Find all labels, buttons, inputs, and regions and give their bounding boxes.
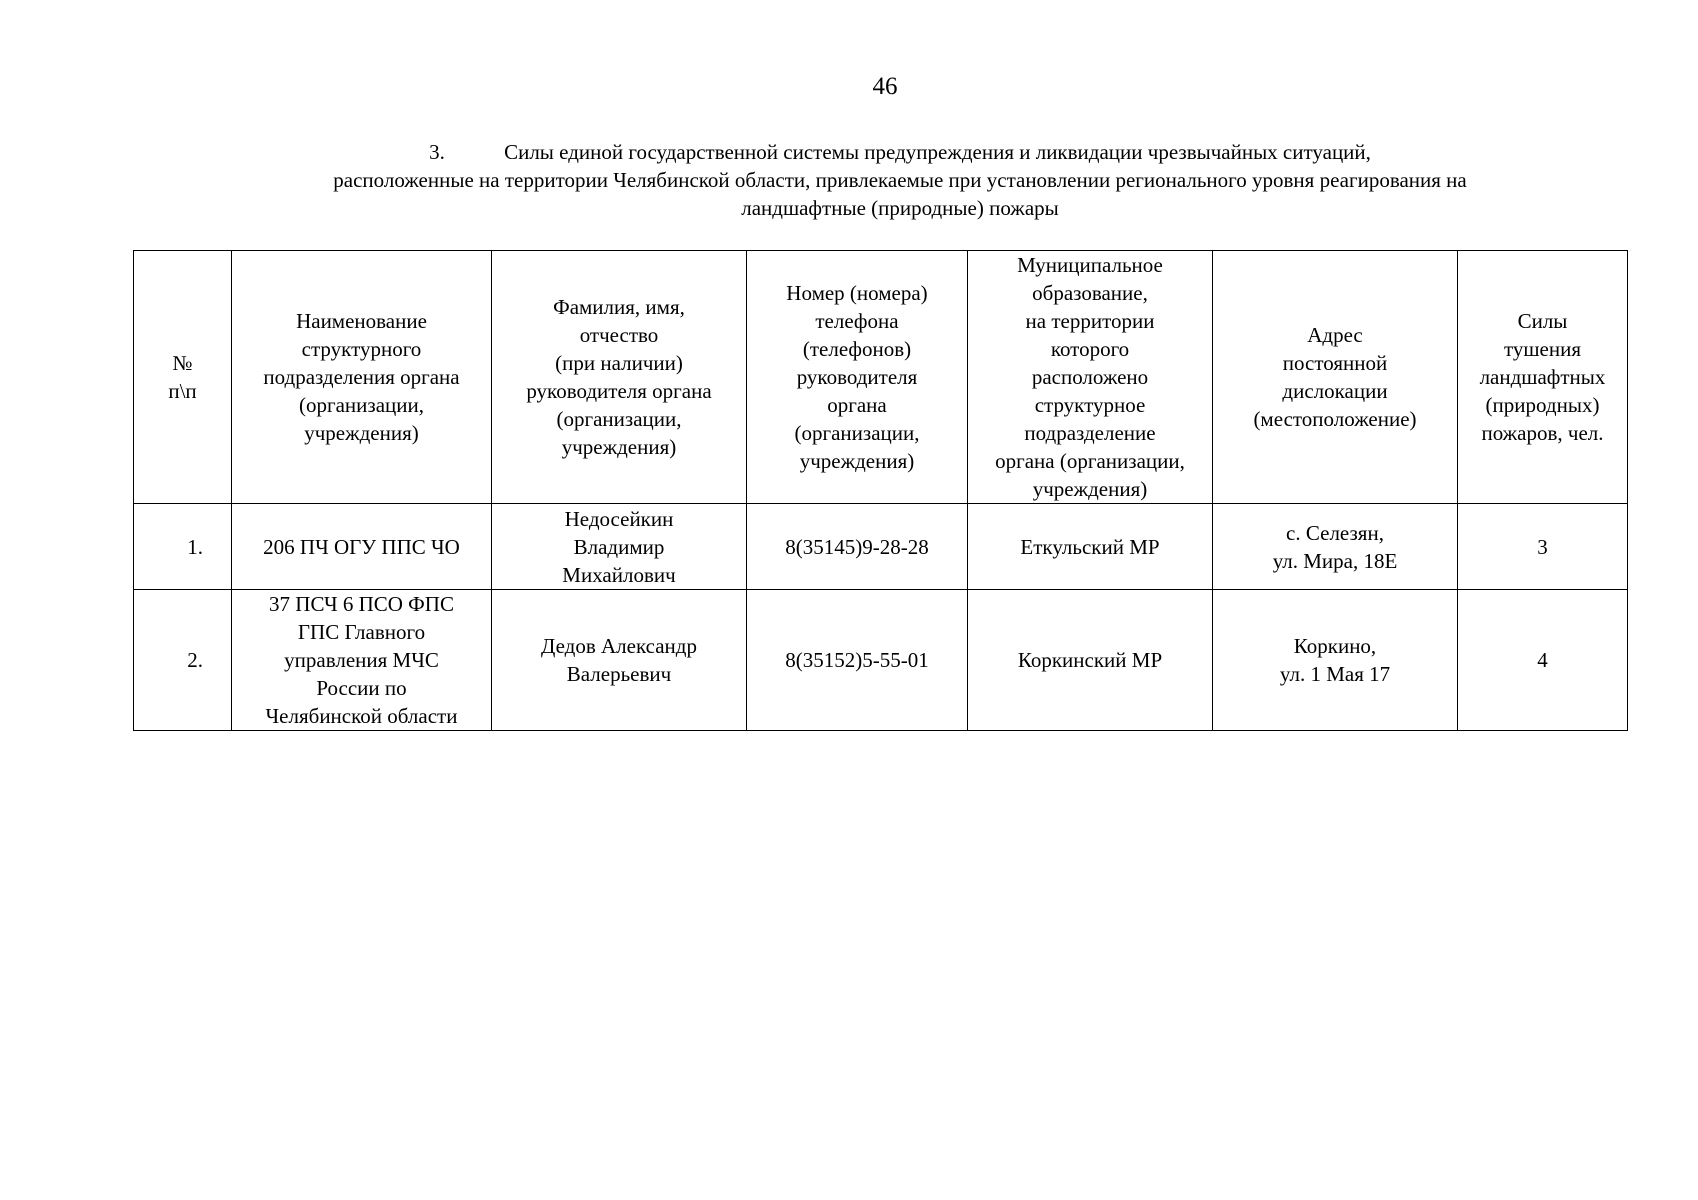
table-row bbox=[134, 504, 1628, 590]
cell-head-name: Недосейкин Владимир Михайлович bbox=[492, 504, 747, 590]
section-title-text-1: Силы единой государственной системы предупреждения и ликвидации чрезвычайных ситуаций, bbox=[504, 140, 1371, 164]
cell-index: 2. bbox=[134, 590, 232, 731]
header-address: Адрес постоянной дислокации (местоположение) bbox=[1213, 251, 1458, 504]
cell-address: с. Селезян, ул. Мира, 18Е bbox=[1213, 504, 1458, 590]
section-title-line-1 bbox=[150, 138, 1650, 166]
cell-municipality: Еткульский МР bbox=[968, 504, 1213, 590]
table-header-row bbox=[134, 251, 1628, 504]
cell-municipality: Коркинский МР bbox=[968, 590, 1213, 731]
header-forces: Силы тушения ландшафтных (природных) пожаров, чел. bbox=[1458, 251, 1628, 504]
cell-phone: 8(35152)5-55-01 bbox=[747, 590, 968, 731]
page-number: 46 bbox=[872, 73, 898, 100]
cell-forces: 3 bbox=[1458, 504, 1628, 590]
section-number: 3. bbox=[429, 140, 445, 164]
header-unit-name: Наименование структурного подразделения органа (организации, учреждения) bbox=[232, 251, 492, 504]
cell-unit-name: 206 ПЧ ОГУ ППС ЧО bbox=[232, 504, 492, 590]
header-phone: Номер (номера) телефона (телефонов) руководителя органа (организации, учреждения) bbox=[747, 251, 968, 504]
cell-head-name: Дедов Александр Валерьевич bbox=[492, 590, 747, 731]
header-index: № п\п bbox=[134, 251, 232, 504]
forces-table bbox=[133, 250, 1628, 731]
header-municipality: Муниципальное образование, на территории которого расположено структурное подразделение органа (организации, учреждения) bbox=[968, 251, 1213, 504]
section-title-line-2: расположенные на территории Челябинской области, привлекаемые при установлении регионального уровня реагирования на bbox=[333, 168, 1467, 192]
cell-index: 1. bbox=[134, 504, 232, 590]
cell-phone: 8(35145)9-28-28 bbox=[747, 504, 968, 590]
section-title-line-3: ландшафтные (природные) пожары bbox=[741, 196, 1059, 220]
cell-forces: 4 bbox=[1458, 590, 1628, 731]
section-title bbox=[150, 138, 1650, 222]
cell-unit-name: 37 ПСЧ 6 ПСО ФПС ГПС Главного управления МЧС России по Челябинской области bbox=[232, 590, 492, 731]
table-row bbox=[134, 590, 1628, 731]
cell-address: Коркино, ул. 1 Мая 17 bbox=[1213, 590, 1458, 731]
header-head-name: Фамилия, имя, отчество (при наличии) руководителя органа (организации, учреждения) bbox=[492, 251, 747, 504]
